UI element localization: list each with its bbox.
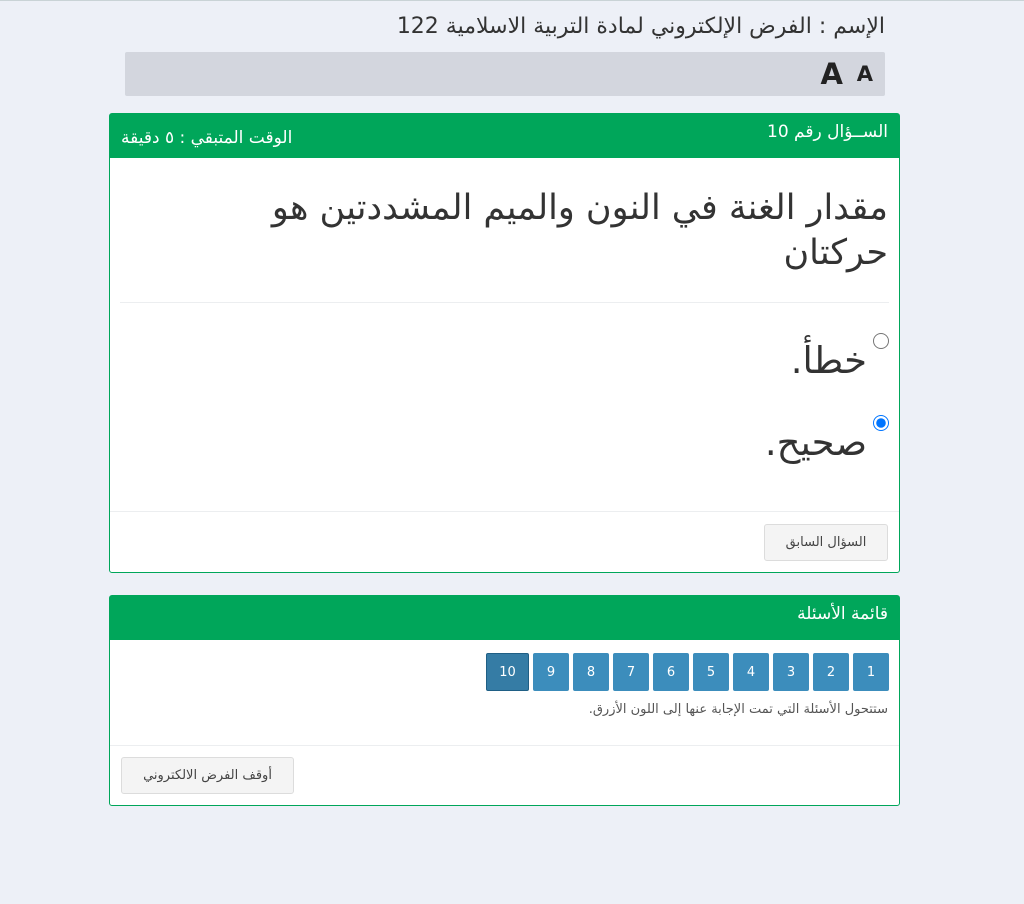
questions-list-panel xyxy=(109,595,900,806)
stop-exam-button[interactable]: أوقف الفرض الالكتروني xyxy=(121,757,294,794)
previous-question-button[interactable]: السؤال السابق xyxy=(764,524,888,561)
increase-font-button[interactable]: A xyxy=(820,57,843,91)
question-number: الســؤال رقم 10 xyxy=(767,122,888,142)
question-nav-button[interactable]: 8 xyxy=(573,653,609,691)
divider xyxy=(110,745,899,746)
answer-radio-true[interactable] xyxy=(873,415,889,431)
question-nav-button[interactable]: 4 xyxy=(733,653,769,691)
question-text: مقدار الغنة في النون والميم المشددتين هو حركتان xyxy=(271,188,888,273)
question-nav-button[interactable]: 3 xyxy=(773,653,809,691)
question-nav-button[interactable]: 2 xyxy=(813,653,849,691)
question-nav-button-current[interactable]: 10 xyxy=(486,653,529,691)
question-panel xyxy=(109,113,900,573)
answer-label: خطأ. xyxy=(790,339,867,382)
question-panel-header xyxy=(110,114,899,158)
answer-option-true[interactable] xyxy=(765,411,889,465)
font-size-toolbar xyxy=(125,52,885,96)
answered-hint: ستتحول الأسئلة التي تمت الإجابة عنها إلى اللون الأزرق. xyxy=(588,702,888,717)
divider xyxy=(120,302,889,303)
question-nav-button[interactable]: 7 xyxy=(613,653,649,691)
divider xyxy=(110,511,899,512)
decrease-font-button[interactable]: A xyxy=(856,62,873,86)
answer-radio-false[interactable] xyxy=(873,333,889,349)
questions-list-title: قائمة الأسئلة xyxy=(797,604,888,624)
question-nav-button[interactable]: 1 xyxy=(853,653,889,691)
question-nav-button[interactable]: 9 xyxy=(533,653,569,691)
question-navigation xyxy=(486,653,889,691)
question-nav-button[interactable]: 6 xyxy=(653,653,689,691)
question-nav-button[interactable]: 5 xyxy=(693,653,729,691)
questions-list-header xyxy=(110,596,899,640)
exam-title: الإسم : الفرض الإلكتروني لمادة التربية الاسلامية 122 xyxy=(396,14,885,39)
answer-label: صحيح. xyxy=(764,421,867,464)
time-remaining: الوقت المتبقي : ٥ دقيقة xyxy=(121,128,293,148)
answer-option-false[interactable] xyxy=(791,329,889,383)
